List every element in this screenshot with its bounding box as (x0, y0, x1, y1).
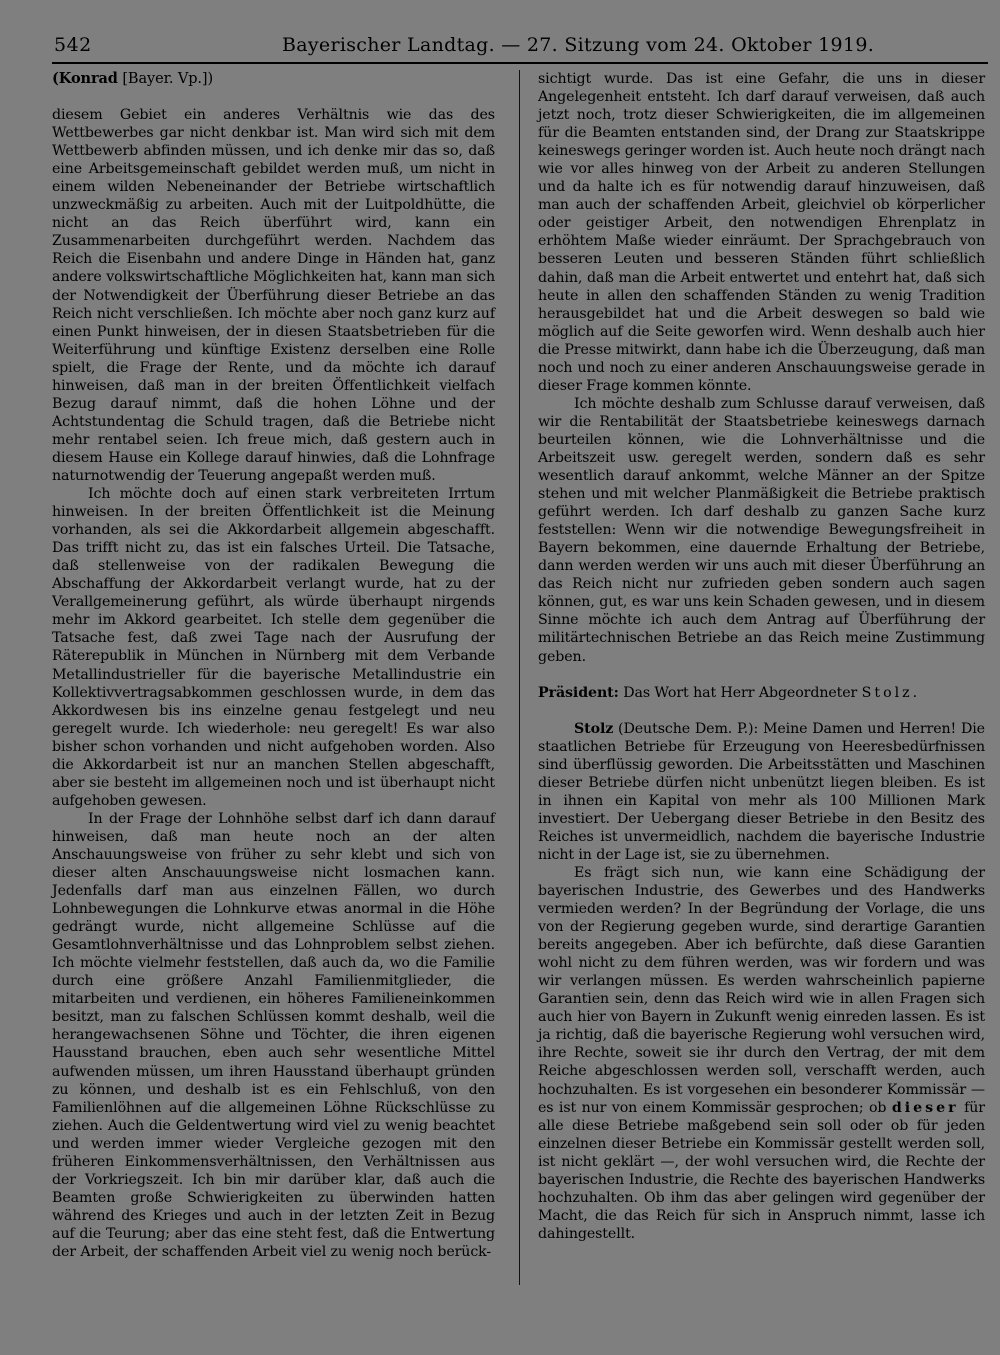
stolz-paragraph (538, 720, 985, 864)
right-column (538, 70, 985, 1243)
stolz-text-cont: für alle diese Betriebe maßgebend sein soll oder ob für jeden einzelnen dieser Betriebe ein Kommissär gestellt werden soll, ist nicht geklärt —, der wohl versuchen wird, die Rechte der bayerischen Industrie, die Rechte des bayerischen Handwerks hochzuhalten. Ob ihm das aber gelingen wird gegenüber der Macht, die das Reich für sich in Anspruch nimmt, lasse ich dahingestellt. (538, 1099, 985, 1242)
stolz-party: (Deutsche Dem. P.): (618, 720, 759, 737)
paragraph: Ich möchte deshalb zum Schlusse darauf verweisen, daß wir die Rentabilität der Staatsbetriebe keineswegs darnach beurteilen können, wie die Lohnverhältnisse und die Arbeitszeit usw. geregelt werden, sondern daß es sehr wesentlich darauf ankommt, welche Männer an der Spitze stehen und mit welcher Planmäßigkeit die Betriebe praktisch geführt werden. Ich darf deshalb zu ganzen Sache kurz feststellen: Wenn wir die notwendige Bewegungsfreiheit in Bayern bekommen, eine dauernde Erhaltung der Betriebe, dann werden werden wir uns auch mit dieser Überführung an das Reich nicht nur zufrieden geben sondern auch sagen können, gut, es war uns kein Schaden gewesen, und in diesem Sinne möchte ich auch dem Antrag auf Überführung der militärtechnischen Betriebe an das Reich meine Zustimmung geben. (538, 395, 985, 665)
header-rule (52, 62, 988, 64)
page-number: 542 (54, 34, 92, 56)
stolz-text: Meine Damen und Herren! Die staatlichen Betriebe für Erzeugung von Heeresbedürfnissen sind überflüssig geworden. Die Arbeitsstätten und Maschinen dieser Betriebe dürfen nicht unbenützt liegen bleiben. Es ist in ihnen ein Kapital von mehr als 100 Millionen Mark investiert. Der Uebergang dieser Betriebe in den Besitz des Reiches ist unvermeidlich, nachdem die bayerische Industrie nicht in der Lage ist, sie zu übernehmen. (538, 720, 985, 863)
running-title: Bayerischer Landtag. — 27. Sitzung vom 24. Oktober 1919. (282, 34, 875, 56)
speaker-heading (52, 70, 495, 88)
spacer (538, 666, 985, 684)
paragraph: Ich möchte doch auf einen stark verbreiteten Irrtum hinweisen. In der breiten Öffentlichkeit ist die Meinung vorhanden, als sei die Akkordarbeit allgemein abgeschafft. Das trifft nicht zu, das ist ein falsches Urteil. Die Tatsache, daß stellenweise von der radikalen Bewegung die Abschaffung der Akkordarbeit verlangt wurde, hat zu der Verallgemeinerung geführt, als würde überhaupt nirgends mehr im Akkord gearbeitet. Ich stelle dem gegenüber die Tatsache fest, daß zwei Tage nach der Ausrufung der Räterepublik in München in Nürnberg mit dem Verbande Metallindustrieller für die bayerische Metallindustrie ein Kollektivvertragsabkommen geschlossen wurde, in dem das Akkordwesen bis ins einzelne genau festgelegt und neu geregelt wurde. Ich wiederhole: neu geregelt! Es war also bisher schon vorhanden und nicht aufgehoben worden. Also die Akkordarbeit ist nur an manchen Stellen abgeschafft, aber sie besteht im allgemeinen noch und ist überhaupt nicht aufgehoben gewesen. (52, 486, 495, 809)
stolz-text: Es frägt sich nun, wie kann eine Schädigung der bayerischen Industrie, des Gewerbes und des Handwerks vermieden werden? In der Begründung der Vorlage, die uns von der Regierung gegeben wurde, sind derartige Garantien bereits angegeben. Aber ich befürchte, daß diese Garantien wohl nicht zu dem führen werden, was wir fordern und was wir verlangen müssen. Es werden wahrscheinlich papierne Garantien sein, denn das Reich wird wie in allen Fragen sich auch hier von Bayern in Zukunft wenig einreden lassen. Es ist ja richtig, daß die bayerische Regierung wohl versuchen wird, ihre Rechte, soweit sie ihr durch den Vertrag, der mit dem Reiche abgeschlossen werden soll, verschafft werden, auch hochzuhalten. Es ist vorgesehen ein besonderer Kommissär — es ist nur von einem Kommissär gesprochen; ob (538, 864, 985, 1116)
president-label: Präsident: (538, 684, 619, 701)
emphasis-word: dieser (891, 1099, 959, 1116)
left-column (52, 70, 495, 1261)
column-divider (519, 70, 520, 1285)
spacer (538, 702, 985, 720)
page-header (0, 30, 1000, 60)
stolz-name: Stolz (574, 720, 614, 737)
president-speaker: Stolz. (861, 684, 921, 701)
spacer (52, 88, 495, 106)
president-statement (538, 684, 985, 702)
paragraph: diesem Gebiet ein anderes Verhältnis wie das des Wettbewerbes gar nicht denkbar ist. Man wird sich mit dem Wettbewerb abfinden müssen, und ich denke mir das so, daß eine Arbeitsgemeinschaft gebildet werden muß, um nicht in einem wilden Nebeneinander der Betriebe wirtschaftlich unzweckmäßig zu arbeiten. Auch mit der Luitpoldhütte, die nicht an das Reich überführt wird, kann ein Zusammenarbeiten durchgeführt werden. Nachdem das Reich die Eisenbahn und andere Dinge in Händen hat, ganz andere volkswirtschaftliche Möglichkeiten hat, kann man sich der Notwendigkeit der Überführung dieser Betriebe an das Reich nicht verschließen. Ich möchte aber noch ganz kurz auf einen Punkt hinweisen, der in diesen Staatsbetrieben für die Weiterführung und künftige Existenz derselben eine Rolle spielt, die Frage der Rente, und da möchte ich darauf hinweisen, daß man in der breiten Öffentlichkeit vielfach Bezug darauf nimmt, daß die hohen Löhne und der Achtstundentag die Schuld tragen, daß die Betriebe nicht mehr rentabel seien. Ich freue mich, daß gestern auch in diesem Hause ein Kollege darauf hinwies, daß die Lohnfrage naturnotwendig der Teuerung angepaßt werden muß. (52, 107, 495, 484)
paragraph: In der Frage der Lohnhöhe selbst darf ich dann darauf hinweisen, daß man heute noch an der alten Anschauungsweise von früher zu sehr klebt und sich von dieser alten Anschauungsweise nicht losmachen kann. Jedenfalls darf man aus einzelnen Fällen, wo durch Lohnbewegungen die Lohnkurve etwas anormal in die Höhe gedrängt wurde, nicht allgemeine Schlüsse auf die Gesamtlohnverhältnisse und das Lohnproblem selbst ziehen. Ich möchte vielmehr feststellen, daß auch da, wo die Familie durch eine größere Anzahl Familienmitglieder, die mitarbeiten und verdienen, ein höheres Familieneinkommen besitzt, man zu falschen Schlüssen kommt deshalb, weil die herangewachsenen Söhne und Töchter, die ihren eigenen Hausstand brauchen, eben auch sehr wesentliche Mittel aufwenden müssen, um ihren Hausstand überhaupt gründen zu können, und deshalb ist es ein Fehlschluß, von den Familienlöhnen auf die allgemeinen Löhne Rückschlüsse zu ziehen. Auch die Geldentwertung wird viel zu wenig beachtet und werden immer wieder Vergleiche gezogen mit den früheren Einkommensverhältnissen, den Verhältnissen aus der Vorkriegszeit. Ich bin mir darüber klar, daß auch die Beamten große Schwierigkeiten zu überwinden hatten während des Krieges und auch in der letzten Zeit in Bezug auf die Teurung; aber das eine steht fest, daß die Entwertung der Arbeit, der schaffenden Arbeit viel zu wenig noch berück- (52, 810, 495, 1260)
speaker-party: [Bayer. Vp.]) (122, 71, 214, 87)
speaker-name: (Konrad (52, 70, 118, 87)
paragraph: sichtigt wurde. Das ist eine Gefahr, die uns in dieser Angelegenheit entsteht. Ich darf darauf verweisen, daß auch jetzt noch, trotz dieser Schwierigkeiten, die im allgemeinen für die Beamten entstanden sind, der Drang zur Staatskrippe keineswegs geringer worden ist. Auch heute noch drängt nach wie vor alles hinweg von der Arbeit zu anderen Stellungen und da halte ich es für notwendig darauf hinzuweisen, daß man auch der schaffenden Arbeit, gleichviel ob körperlicher oder geistiger Arbeit, den notwendigen Ehrenplatz in erhöhtem Maße wieder einräumt. Der Sprachgebrauch von besseren Leuten und besseren Ständen führt schließlich dahin, daß man die Arbeit entwertet und entehrt hat, daß sich heute in allen den schaffenden Ständen zu wenig Tradition herausgebildet hat und die Arbeit deswegen so bald wie möglich auf die Seite geworfen wird. Wenn deshalb auch hier die Presse mitwirkt, dann habe ich die Überzeugung, daß man noch und noch zu einer anderen Anschauungsweise gerade in dieser Frage kommen könnte. (538, 71, 985, 394)
stolz-paragraph-2 (538, 864, 985, 1243)
president-text: Das Wort hat Herr Abgeordneter (623, 684, 858, 701)
